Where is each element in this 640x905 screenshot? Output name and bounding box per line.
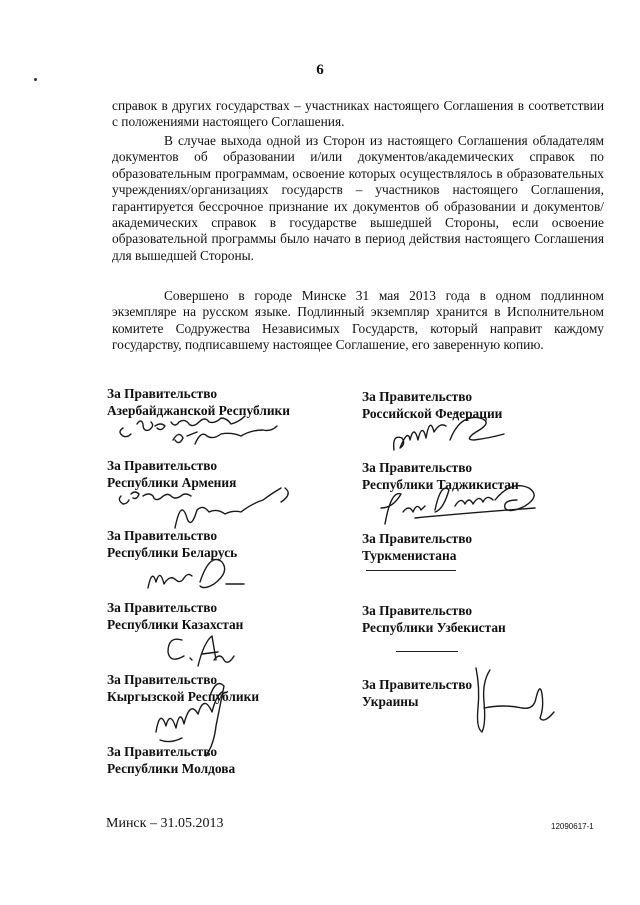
- signature-armenia: [115, 484, 305, 532]
- signatory-kazakhstan-line2: Республики Казахстан: [107, 616, 244, 632]
- paragraph-3-text: Совершено в городе Минске 31 мая 2013 года в одном подлинном экземпляре на русском языке. Подлинный экземпляр хранится в Исполнительном комитете Содружества Независимых Государств, который направит каждому государству, подписавшему настоящее Соглашение, его заверенную копию.: [112, 288, 604, 353]
- signature-azerbaijan: [115, 410, 305, 450]
- signatory-belarus-line1: За Правительство: [107, 528, 218, 543]
- signatory-turkmenistan-line2: Туркменистана: [362, 547, 457, 563]
- paragraph-2-text: В случае выхода одной из Сторон из настоящего Соглашения обладателям документов об образовании и/или документов/академических справок по образовательным программам, освоение которых осуществлялось в образовательных учреждениях/организациях государств – участников настоящего Соглашения, гарантируется бессрочное признание их документов об образовании и документов/академических справок в государстве вышедшей Стороны, если освоение образовательной программы было начато в период действия настоящего Соглашения для вышедшей Стороны.: [112, 133, 604, 263]
- signatory-moldova-line1: За Правительство: [107, 744, 218, 759]
- footer-doc-code: 12090617-1: [551, 822, 594, 831]
- signatory-kazakhstan: [107, 600, 243, 633]
- signature-russia: [380, 410, 520, 456]
- footer-place-date: Минск – 31.05.2013: [106, 816, 224, 831]
- signatory-ukraine: [362, 677, 472, 710]
- signatory-armenia-line2: Республики Армения: [107, 474, 237, 490]
- signatory-turkmenistan: [362, 531, 472, 564]
- signatory-uzbekistan-line2: Республики Узбекистан: [362, 619, 506, 635]
- signature-line-turkmenistan: [366, 570, 456, 571]
- signatory-uzbekistan-line1: За Правительство: [362, 603, 473, 618]
- signatory-azerbaijan-line1: За Правительство: [107, 386, 218, 401]
- signature-line-uzbekistan: [396, 651, 458, 652]
- signatory-kyrgyzstan-line2: Кыргызской Республики: [107, 688, 260, 704]
- paragraph-2: [112, 133, 604, 264]
- signatory-azerbaijan-line2: Азербайджанской Республики: [107, 402, 290, 418]
- signatory-kyrgyzstan-line1: За Правительство: [107, 672, 218, 687]
- signatory-moldova-line2: Республики Молдова: [107, 760, 236, 776]
- signatory-uzbekistan: [362, 603, 506, 636]
- signature-ukraine: [462, 664, 572, 734]
- paragraph-1: [112, 98, 604, 131]
- signatory-turkmenistan-line1: За Правительство: [362, 531, 473, 546]
- signatory-tajikistan-line1: За Правительство: [362, 460, 473, 475]
- signature-tajikistan: [355, 478, 555, 530]
- signatory-russia-line1: За Правительство: [362, 389, 473, 404]
- signatory-kazakhstan-line1: За Правительство: [107, 600, 218, 615]
- signatory-tajikistan-line2: Республики Таджикистан: [362, 476, 519, 492]
- signatory-moldova: [107, 744, 235, 777]
- paragraph-3: [112, 288, 604, 354]
- paragraph-1-text: справок в других государствах – участниках настоящего Соглашения в соответствии с положениями настоящего Соглашения.: [112, 98, 604, 130]
- signatory-belarus-line2: Республики Беларусь: [107, 544, 238, 560]
- signatory-ukraine-line2: Украины: [362, 693, 419, 709]
- page-number: 6: [316, 62, 324, 78]
- signature-belarus: [140, 552, 250, 594]
- signatory-ukraine-line1: За Правительство: [362, 677, 473, 692]
- signatory-russia-line2: Российской Федерации: [362, 405, 503, 421]
- signatory-armenia-line1: За Правительство: [107, 458, 218, 473]
- signature-kazakhstan: [160, 632, 240, 668]
